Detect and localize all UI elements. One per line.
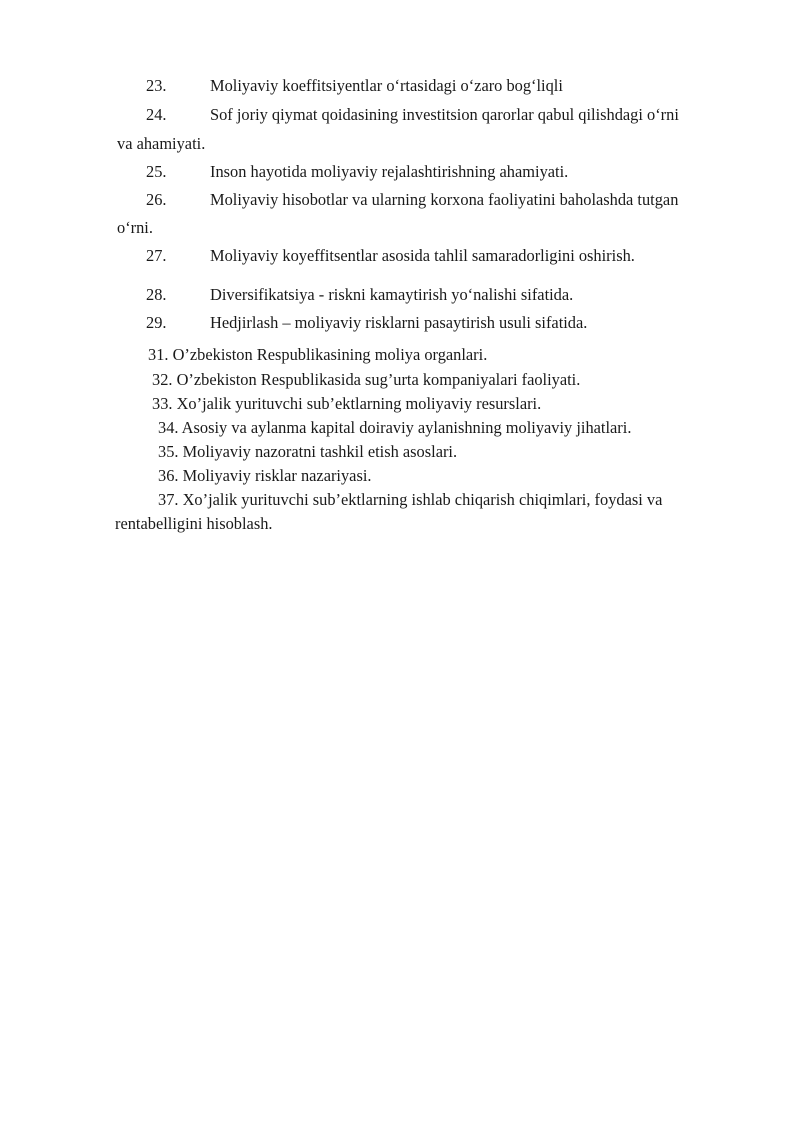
list-item-text: Moliyaviy hisobotlar va ularning korxona faoliyatini baholashda tutgan bbox=[210, 190, 679, 209]
list-item-continuation: rentabelligini hisoblash. bbox=[115, 514, 273, 533]
item-number: 25. bbox=[146, 162, 167, 181]
list-item-continuation: va ahamiyati. bbox=[117, 134, 206, 153]
item-number: 29. bbox=[146, 313, 167, 332]
list-item: 33. Xo’jalik yurituvchi sub’ektlarning moliyaviy resurslari. bbox=[152, 394, 542, 413]
item-number: 26. bbox=[146, 190, 167, 209]
item-number: 23. bbox=[146, 76, 167, 95]
list-item-text: Hedjirlash – moliyaviy risklarni pasaytirish usuli sifatida. bbox=[210, 313, 588, 332]
list-item-continuation: o‘rni. bbox=[117, 218, 153, 237]
item-number: 27. bbox=[146, 246, 167, 265]
list-item: 35. Moliyaviy nazoratni tashkil etish asoslari. bbox=[158, 442, 458, 461]
list-item-text: Moliyaviy koyeffitsentlar asosida tahlil samaradorligini oshirish. bbox=[210, 246, 635, 265]
item-number: 28. bbox=[146, 285, 167, 304]
list-item: 32. O’zbekiston Respublikasida sug’urta kompaniyalari faoliyati. bbox=[152, 370, 581, 389]
list-item-text: Diversifikatsiya - riskni kamaytirish yo‘nalishi sifatida. bbox=[210, 285, 574, 304]
list-item: 31. O’zbekiston Respublikasining moliya organlari. bbox=[148, 345, 488, 364]
item-number: 24. bbox=[146, 105, 167, 124]
list-item-text: Inson hayotida moliyaviy rejalashtirishning ahamiyati. bbox=[210, 162, 569, 181]
list-item-text: Moliyaviy koeffitsiyentlar o‘rtasidagi o‘zaro bog‘liqli bbox=[210, 76, 563, 95]
list-item: 36. Moliyaviy risklar nazariyasi. bbox=[158, 466, 372, 485]
list-item: 37. Xo’jalik yurituvchi sub’ektlarning ishlab chiqarish chiqimlari, foydasi va bbox=[158, 490, 663, 509]
list-item-text: Sof joriy qiymat qoidasining investitsion qarorlar qabul qilishdagi o‘rni bbox=[210, 105, 679, 124]
list-item: 34. Asosiy va aylanma kapital doiraviy aylanishning moliyaviy jihatlari. bbox=[158, 418, 632, 437]
